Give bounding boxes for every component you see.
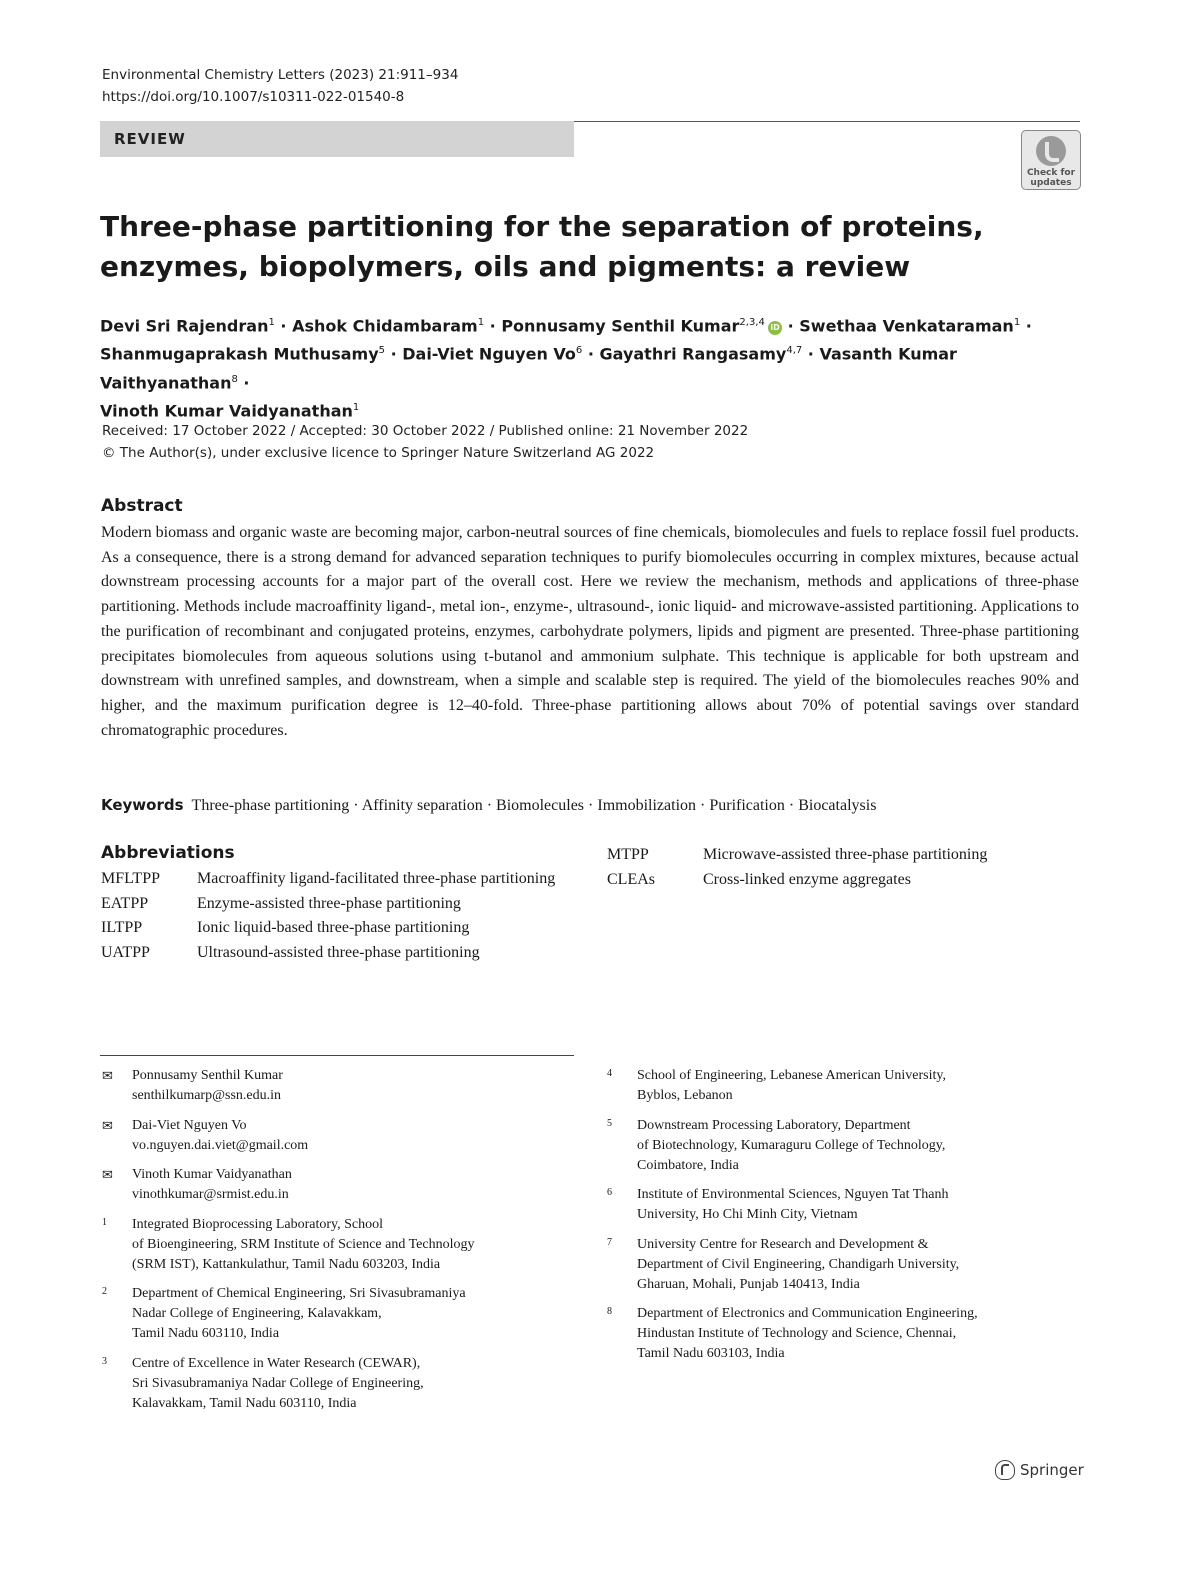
abbreviation-row [101,867,581,892]
footnote-text [132,1116,308,1156]
author-name[interactable]: Devi Sri Rajendran [100,316,269,336]
footnote-line: (SRM IST), Kattankulathur, Tamil Nadu 603203, India [132,1256,441,1272]
springer-logo-icon [995,1460,1015,1480]
abbreviations-right [607,843,1077,892]
author-affiliation-mark: 1 [268,317,275,328]
publisher-name: Springer [1020,1461,1084,1479]
affiliation-number: 4 [607,1068,612,1079]
footnote-line: Integrated Bioprocessing Laboratory, School [132,1216,384,1232]
footnote-text [637,1235,959,1295]
affiliation [606,1304,1086,1364]
abbreviation-row [607,843,1077,868]
author-affiliation-mark: 1 [1013,317,1021,328]
footnote-line: Nadar College of Engineering, Kalavakkam, [132,1306,382,1321]
footnote-text [132,1165,292,1205]
abbreviation-term: EATPP [101,894,149,912]
footnote-text [132,1066,283,1106]
footnote-line: Kalavakkam, Tamil Nadu 603110, India [132,1395,357,1411]
author-name[interactable]: Shanmugaprakash Muthusamy [100,344,379,364]
author-affiliation-mark: 1 [477,317,485,328]
affiliation [606,1235,1086,1295]
abbreviation-term: UATPP [101,943,150,961]
footnote-line: Institute of Environmental Sciences, Nguyen Tat Thanh [637,1187,949,1202]
affiliation [101,1284,571,1344]
check-for-updates-icon [1036,136,1066,166]
footnotes-right [606,1066,1086,1374]
footnote-text [637,1066,946,1106]
abstract-text: Modern biomass and organic waste are becoming major, carbon-neutral sources of fine chemicals, biomolecules and fuels to replace fossil fuel products. As a consequence, there is a strong demand for advanced separation techniques to purify biomolecules occurring in complex mixtures, because actual downstream processing accounts for a major part of the overall cost. Here we review the mechanism, methods and applications of three-phase partitioning. Methods include macroaffinity ligand-, metal ion-, enzyme-, ultrasound-, ionic liquid- and microwave-assisted partitioning. Applications to the purification of recombinant and conjugated proteins, enzymes, carbohydrate polymers, lipids and pigment are presented. Three-phase partitioning precipitates biomolecules from aqueous solutions using t-butanol and ammonium sulphate. This technique is applicable for both upstream and downstream with unrefined samples, and downstream, when a simple and scalable step is required. The yield of the biomolecules reaches 90% and higher, and the maximum purification degree is 12–40-fold. Three-phase partitioning allows about 70% of potential savings over standard chromatographic procedures. [101,524,1079,739]
author-affiliation-mark: 5 [378,345,386,357]
abbreviation-definition: Ionic liquid-based three-phase partitioning [197,919,470,936]
corresponding-author [101,1165,571,1205]
affiliation-number: 2 [102,1286,107,1297]
envelope-icon: ✉ [102,1117,113,1133]
footnote-text [132,1215,474,1275]
affiliation-number: 6 [607,1187,612,1198]
corresponding-author [101,1066,571,1106]
footnote-line: Tamil Nadu 603103, India [637,1346,785,1361]
header-rule [574,121,1080,122]
affiliation [101,1354,571,1414]
abbreviation-term: ILTPP [101,919,143,936]
author-name[interactable]: Vinoth Kumar Vaidyanathan [100,401,353,421]
footnote-text [637,1304,978,1364]
footnote-line: Byblos, Lebanon [637,1088,733,1103]
author-name[interactable]: Swethaa Venkataraman [799,316,1014,336]
abbreviation-term: CLEAs [607,870,655,888]
affiliation-number: 1 [102,1216,107,1228]
footnote-text [637,1185,949,1225]
affiliation-number: 3 [102,1355,107,1367]
email-link[interactable]: vo.nguyen.dai.viet@gmail.com [132,1137,309,1153]
keywords [101,793,1091,818]
copyright-line: © The Author(s), under exclusive licence to Springer Nature Switzerland AG 2022 [102,445,655,461]
abbreviation-definition: Enzyme-assisted three-phase partitioning [197,894,461,912]
envelope-icon: ✉ [102,1068,113,1083]
abbreviation-definition: Cross-linked enzyme aggregates [703,870,911,888]
affiliation-number: 5 [607,1117,612,1129]
footnote-line: Department of Civil Engineering, Chandigarh University, [637,1256,960,1272]
abbreviation-term: MFLTPP [101,870,160,887]
abbreviations-heading: Abbreviations [101,843,235,863]
abbreviation-row [607,868,1077,893]
keywords-list: Three-phase partitioning · Affinity separation · Biomolecules · Immobilization · Purification · Biocatalysis [191,797,877,814]
footnote-line: University Centre for Research and Development & [637,1236,929,1252]
abbreviation-definition: Macroaffinity ligand-facilitated three-phase partitioning [197,870,556,887]
abbreviation-definition: Ultrasound-assisted three-phase partitioning [197,943,480,961]
author-affiliation-mark: 2,3,4 [739,317,765,328]
author-affiliation-mark: 1 [352,401,360,413]
footnotes-left [101,1066,571,1423]
footnote-line: Centre of Excellence in Water Research (CEWAR), [132,1355,421,1371]
abbreviation-row [101,916,581,941]
author-name[interactable]: Dai-Viet Nguyen Vo [402,344,576,364]
email-link[interactable]: vinothkumar@srmist.edu.in [132,1187,289,1202]
footnote-line: Tamil Nadu 603110, India [132,1326,280,1341]
orcid-icon[interactable]: iD [768,321,782,335]
keywords-label: Keywords [101,796,184,814]
footnote-line: Gharuan, Mohali, Punjab 140413, India [637,1276,860,1292]
abbreviation-row [101,941,581,966]
footnote-line: of Bioengineering, SRM Institute of Science and Technology [132,1236,475,1252]
author-list: Devi Sri Rajendran$^1$ · Ashok Chidambaram$^1$ · Ponnusamy Senthil Kumar$^{2,3,4}$ iD · Swethaa Venkataraman$^1$ · Shanmugaprakash Muthusamy$^5$ · Dai-Viet Nguyen $Vo^6$ · Gayathri Rangasamy$^{4,7}$ · Vasanth Kumar Vaithyanathan$^8$ · Vinoth Kumar Vaidyanathan$^1$ [100,316,1032,421]
footnote-line: of Biotechnology, Kumaraguru College of Technology, [637,1137,946,1153]
check-for-updates-badge[interactable] [1021,130,1081,190]
footnote-line: Sri Sivasubramaniya Nadar College of Engineering, [132,1375,424,1391]
abbreviation-definition: Microwave-assisted three-phase partitioning [703,846,988,863]
abbreviations-left [101,867,581,965]
affiliation [606,1116,1086,1176]
footnote-line: University, Ho Chi Minh City, Vietnam [637,1207,858,1222]
journal-header [102,64,458,108]
article-dates [102,420,748,464]
email-link[interactable]: senthilkumarp@ssn.edu.in [132,1088,281,1103]
footnote-line: Ponnusamy Senthil Kumar [132,1068,283,1083]
affiliation [101,1215,571,1275]
affiliation-number: 8 [607,1306,612,1317]
publication-dates: Received: 17 October 2022 / Accepted: 30 October 2022 / Published online: 21 November 2022 [102,423,749,439]
doi-link[interactable]: https://doi.org/10.1007/s10311-022-01540-8 [102,89,405,105]
footnote-text [132,1284,466,1344]
footnote-line: School of Engineering, Lebanese American University, [637,1068,946,1083]
author-name[interactable]: Ponnusamy Senthil Kumar [501,316,740,336]
footnote-line: Vinoth Kumar Vaidyanathan [132,1167,292,1182]
abbreviation-row [101,892,581,917]
footnote-line: Dai-Viet Nguyen Vo [132,1117,247,1133]
footnote-line: Hindustan Institute of Technology and Science, Chennai, [637,1326,957,1341]
affiliation-number: 7 [607,1236,612,1248]
author-affiliation-mark: 8 [231,373,238,385]
footnote-text [637,1116,945,1176]
corresponding-author [101,1116,571,1156]
footnote-line: Department of Electronics and Communication Engineering, [637,1306,978,1321]
abstract-heading: Abstract [101,496,183,516]
journal-citation: Environmental Chemistry Letters (2023) 21:911–934 [102,67,459,83]
affiliation [606,1185,1086,1225]
footnote-line: Coimbatore, India [637,1157,739,1173]
envelope-icon: ✉ [102,1167,113,1182]
abbreviation-term: MTPP [607,846,649,863]
footnote-line: Department of Chemical Engineering, Sri Sivasubramaniya [132,1286,466,1301]
footnote-line: Downstream Processing Laboratory, Department [637,1117,911,1133]
author-affiliation-mark: 4,7 [786,345,803,357]
section-label: REVIEW [100,121,574,157]
author-affiliation-mark: 6 [575,345,583,357]
author-name[interactable]: Vasanth Kumar Vaithyanathan [100,344,957,392]
affiliation [606,1066,1086,1106]
footnote-rule [100,1055,574,1056]
publisher-logo [995,1460,1084,1480]
check-for-updates-label: Check for updates [1026,168,1076,188]
footnote-text [132,1354,424,1414]
author-name[interactable]: Ashok Chidambaram [292,316,478,336]
author-name[interactable]: Gayathri Rangasamy [599,344,787,364]
article-title: Three-phase partitioning for the separation of proteins, enzymes, biopolymers, oils and pigments: a review [100,210,984,283]
